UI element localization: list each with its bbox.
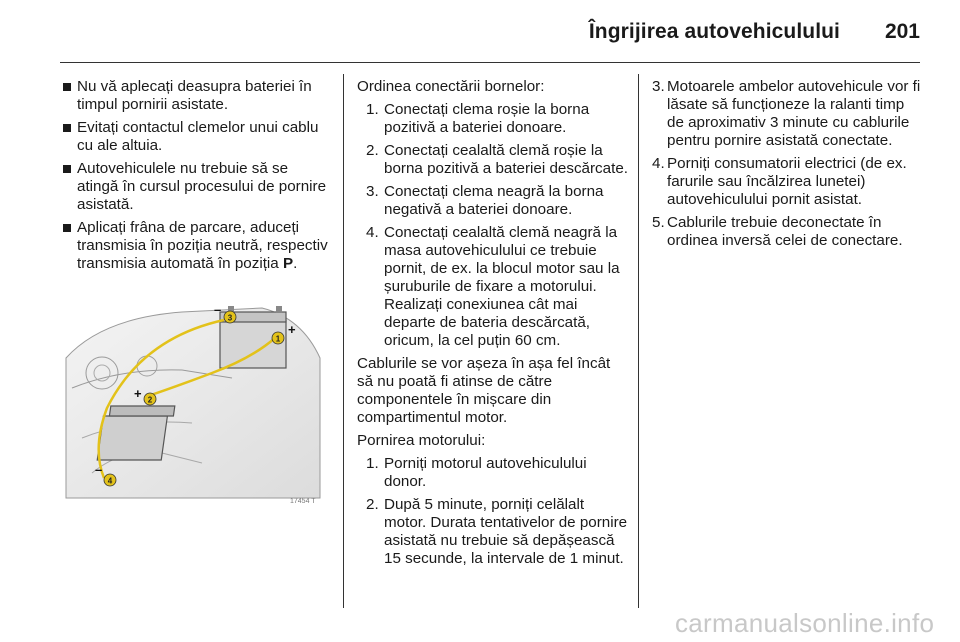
step-item bbox=[652, 214, 924, 250]
step-number: 4. bbox=[652, 155, 665, 172]
gear-position-p: P bbox=[282, 255, 294, 272]
label-2 bbox=[144, 393, 156, 405]
figure-caption: 17454 T bbox=[290, 498, 316, 505]
connection-order-heading: Ordinea conectării bornelor: bbox=[357, 78, 545, 95]
step-item bbox=[652, 78, 924, 150]
bullet-item: Evitați contactul clemelor unui cablu cu ale altuia. bbox=[62, 119, 332, 155]
step-item bbox=[357, 183, 629, 219]
column-divider-2 bbox=[638, 74, 639, 608]
connection-steps bbox=[357, 101, 629, 350]
label-1 bbox=[272, 332, 284, 344]
step-number: 2. bbox=[366, 142, 379, 159]
page-header-title: Îngrijirea autovehiculului bbox=[588, 20, 840, 43]
step-number: 3. bbox=[366, 183, 379, 200]
step-item bbox=[357, 496, 629, 568]
engine-start-steps bbox=[357, 455, 629, 568]
label-1-text: 1 bbox=[275, 334, 281, 344]
engine-start-heading: Pornirea motorului: bbox=[357, 432, 486, 449]
cable-routing-note: Cablurile se vor așeza în așa fel încât să nu poată fi atinse de către componentele în mișcare din compartimentul motor. bbox=[357, 355, 611, 426]
step-text: Motoarele ambelor autovehicule vor fi lăsate să funcționeze la ralanti timp de aproximativ 3 minute cu cablurile pentru pornire asistată conectate. bbox=[667, 78, 921, 149]
column-3 bbox=[652, 78, 924, 255]
warning-list bbox=[62, 78, 332, 273]
column-divider-1 bbox=[343, 74, 344, 608]
step-item bbox=[357, 224, 629, 350]
bullet-text: Aplicați frâna de parcare, aduceți transmisia în poziția neutră, respectiv transmisia automată în poziția bbox=[77, 219, 328, 272]
step-text: Conectați clema neagră la borna negativă a bateriei donoare. bbox=[384, 183, 604, 218]
minus-sign-donor: – bbox=[214, 302, 222, 317]
page-number: 201 bbox=[884, 20, 920, 43]
step-number: 1. bbox=[366, 455, 379, 472]
engine-bay-drawing bbox=[62, 298, 324, 508]
column-1 bbox=[62, 78, 332, 278]
label-4-text: 4 bbox=[107, 476, 113, 486]
engine-start-steps-continued bbox=[652, 78, 924, 250]
step-item bbox=[357, 101, 629, 137]
step-number: 1. bbox=[366, 101, 379, 118]
column-2 bbox=[357, 78, 629, 573]
step-text: Porniți motorul autovehiculului donor. bbox=[384, 455, 587, 490]
step-text: Conectați cealaltă clemă roșie la borna pozitivă a bateriei descărcate. bbox=[384, 142, 628, 177]
step-text: Porniți consumatorii electrici (de ex. farurile sau încălzirea lunetei) autovehiculului pornit asistat. bbox=[667, 155, 907, 208]
label-2-text: 2 bbox=[147, 395, 153, 405]
label-4 bbox=[104, 474, 116, 486]
step-text: După 5 minute, porniți celălalt motor. Durata tentativelor de pornire asistată nu trebuie să depășească 15 secunde, la intervale de 1 minut. bbox=[384, 496, 628, 567]
label-3 bbox=[224, 311, 236, 323]
step-number: 3. bbox=[652, 78, 665, 95]
bullet-item bbox=[62, 219, 332, 273]
header-divider bbox=[60, 62, 920, 63]
step-text: Cablurile trebuie deconectate în ordinea inversă celei de conectare. bbox=[667, 214, 903, 249]
plus-sign-discharged: + bbox=[134, 386, 142, 401]
label-3-text: 3 bbox=[227, 313, 233, 323]
step-text: Conectați clema roșie la borna pozitivă a bateriei donoare. bbox=[384, 101, 590, 136]
step-item bbox=[652, 155, 924, 209]
step-number: 4. bbox=[366, 224, 379, 241]
step-number: 5. bbox=[652, 214, 665, 231]
bullet-item: Nu vă aplecați deasupra bateriei în timpul pornirii asistate. bbox=[62, 78, 332, 114]
step-number: 2. bbox=[366, 496, 379, 513]
bullet-item: Autovehiculele nu trebuie să se atingă în cursul procesului de pornire asistată. bbox=[62, 160, 332, 214]
plus-sign-donor: + bbox=[288, 322, 296, 337]
step-text: Conectați cealaltă clemă neagră la masa autovehiculului ce trebuie pornit, de ex. la blocul motor sau la șuruburile de fixare a motorului. Realizați conexiunea cât mai departe de bateria descărcată, oricum, la cel puțin 60 cm. bbox=[384, 224, 620, 349]
site-watermark: carmanualsonline.info bbox=[675, 608, 935, 638]
minus-sign-ground: – bbox=[95, 462, 103, 477]
jump-start-illustration bbox=[62, 298, 324, 508]
bullet-text-end: . bbox=[293, 255, 298, 272]
step-item bbox=[357, 455, 629, 491]
step-item bbox=[357, 142, 629, 178]
